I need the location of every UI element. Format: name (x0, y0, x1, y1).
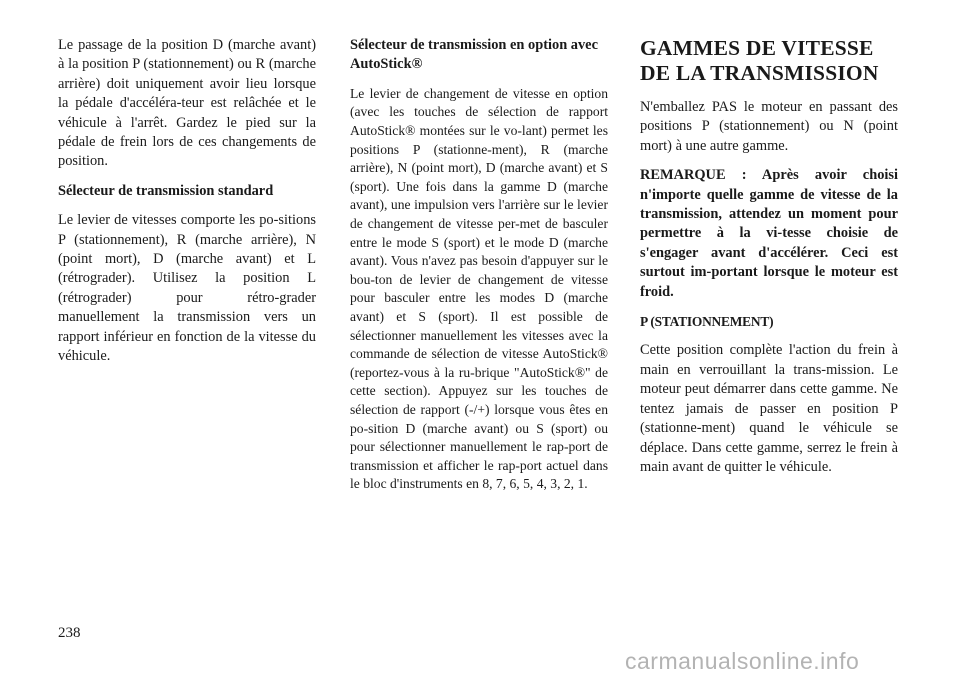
section-heading-standard-selector: Sélecteur de transmission standard (58, 182, 274, 199)
section-heading-autostick-selector: Sélecteur de transmission en option avec AutoStick® (350, 37, 598, 73)
subheading-park: P (STATIONNEMENT) (640, 314, 774, 330)
intro-paragraph: Le passage de la position D (marche avant) à la position P (stationnement) ou R (marche arrière) doit uniquement avoir lieu lorsque la pédale d'accéléra-teur est relâchée et le véhicule à l'arrêt. Gardez le pied sur la pédale de frein lors de ces changements de position. (58, 37, 316, 170)
column-middle (350, 36, 608, 504)
standard-selector-paragraph: Le levier de vitesses comporte les po-sitions P (stationnement), R (marche arrière), N (point mort), D (marche avant) et L (rétrograder). Utilisez la position L (rétrograder) pour rétro-grader manuellement la transmission vers un rapport inférieur en fonction de la vitesse du véhicule. (58, 212, 316, 365)
watermark: carmanualsonline.info (625, 648, 860, 674)
note-paragraph: REMARQUE : Après avoir choisi n'importe quelle gamme de vitesse de la transmission, attendez un moment pour permettre à la vi-tesse choisie de s'engager avant d'accélérer. Ceci est surtout im-portant lorsque le moteur est froid. (640, 167, 898, 300)
column-left (58, 36, 316, 377)
section-title: GAMMES DE VITESSE DE LA TRANSMISSION (640, 36, 879, 85)
page-number: 238 (58, 625, 81, 641)
autostick-paragraph: Le levier de changement de vitesse en option (avec les touches de sélection de rapport AutoStick® montées sur le vo-lant) permet les positions P (stationne-ment), R (marche arrière), N (point mort), D (marche avant) et S (sport). Une fois dans la gamme D (marche avant), une impulsion vers l'arrière sur le levier de changement de vitesse per-met de basculer entre le mode S (sport) et le mode D (marche avant). Vous n'avez pas besoin d'appuyer sur le bou-ton de levier de changement de vitesse pour basculer entre les modes D (marche avant) et S (sport). Il est possible de sélectionner manuellement les vitesses avec la commande de sélection de vitesse AutoStick® (reportez-vous à la ru-brique "AutoStick®" de cette section). Appuyez sur les touches de sélection de rapport (-/+) lorsque vous êtes en po-sition D (marche avant) ou S (sport) ou pour sélectionner manuellement le rap-port de transmission et afficher le rap-port actuel dans le bloc d'instruments en 8, 7, 6, 5, 4, 3, 2, 1. (350, 85, 608, 492)
column-right (640, 36, 898, 487)
warning-paragraph: N'emballez PAS le moteur en passant des positions P (stationnement) ou N (point mort) à une autre gamme. (640, 99, 898, 154)
park-paragraph: Cette position complète l'action du frein à main en verrouillant la trans-mission. Le moteur peut démarrer dans cette gamme. Ne tentez jamais de passer en position P (stationne-ment) quand le véhicule se déplace. Dans cette gamme, serrez le frein à main avant de quitter le véhicule. (640, 342, 898, 475)
